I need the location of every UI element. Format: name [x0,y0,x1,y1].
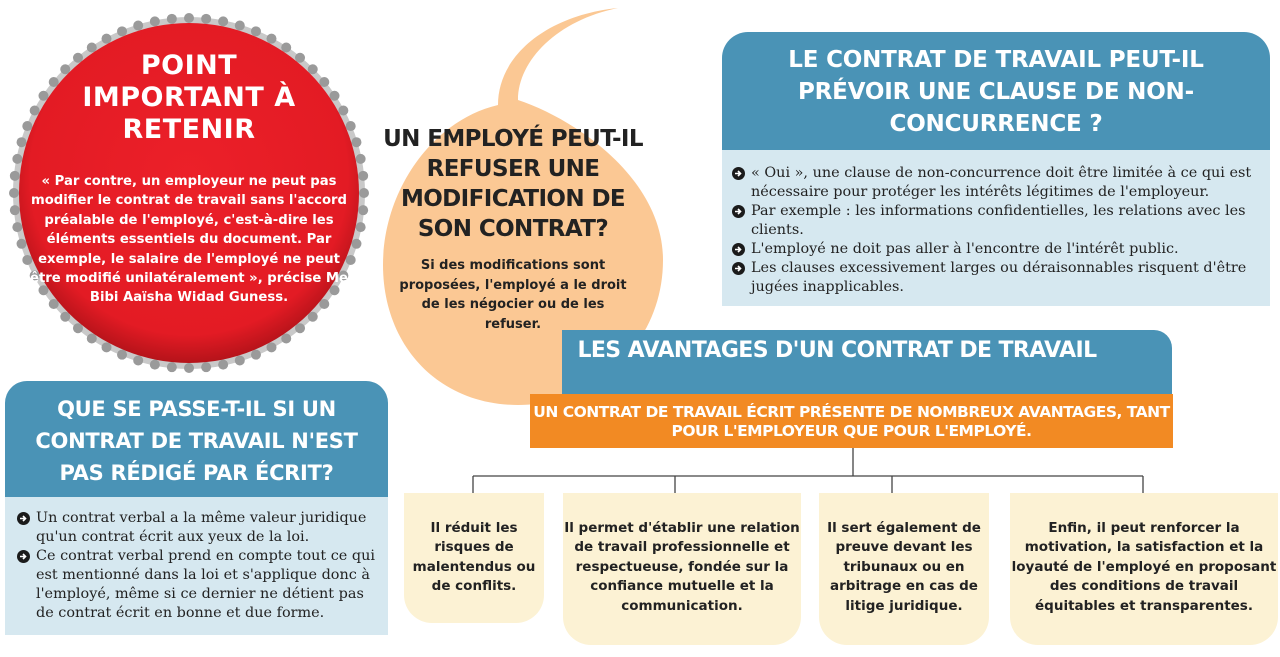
avantages-subtitle: UN CONTRAT DE TRAVAIL ÉCRIT PRÉSENTE DE NOMBREUX AVANTAGES, TANT POUR L'EMPLOYEUR QUE POUR L'EMPLOYÉ. [530,394,1173,448]
bullet-text: L'employé ne doit pas aller à l'encontre de l'intérêt public. [751,241,1179,257]
avantage-text: Il sert également de preuve devant les tribunaux ou en arbitrage en cas de litige juridique. [827,520,981,614]
avantage-text: Il réduit les risques de malentendus ou de conflits. [412,520,536,595]
non-concurrence-title: LE CONTRAT DE TRAVAIL PEUT-IL PRÉVOIR UNE CLAUSE DE NON-CONCURRENCE ? [722,32,1270,150]
bubble-title: UN EMPLOYÉ PEUT-IL REFUSER UNE MODIFICATION DE SON CONTRAT? [383,126,643,242]
bullet-text: Un contrat verbal a la même valeur juridique qu'un contrat écrit aux yeux de la loi. [36,510,367,545]
avantage-text: Il permet d'établir une relation de travail professionnelle et respectueuse, fondée sur la confiance mutuelle et la communication. [564,520,800,614]
seal-quote: « Par contre, un employeur ne peut pas modifier le contrat de travail sans l'accord préalable de l'employé, c'est-à-dire les éléments essentiels du document. Par exemple, le salaire de l'employé ne peut être modifié unilatéralement », précise Me Bibi Aaïsha Widad Guness. [30,174,348,306]
avantage-text: Enfin, il peut renforcer la motivation, la satisfaction et la loyauté de l'employé en proposant des conditions de travail équitables et transparentes. [1011,520,1277,614]
avantage-box-1 [404,493,544,623]
bullet-text: Les clauses excessivement larges ou déraisonnables risquent d'être jugées inapplicables. [751,260,1247,295]
bubble-text: Si des modifications sont proposées, l'employé a le droit de les négocier ou de les refuser. [399,258,627,332]
avantage-box-2 [563,493,801,645]
avantage-box-4 [1010,493,1278,645]
bullet-text: Ce contrat verbal prend en compte tout ce qui est mentionné dans la loi et s'applique donc à l'employé, même si ce dernier ne détient pas de contrat écrit en bonne et due forme. [36,548,375,621]
seal-title: POINT IMPORTANT À RETENIR [82,50,296,145]
bullet-text: Par exemple : les informations confidentielles, les relations avec les clients. [751,203,1246,238]
avantages-title: LES AVANTAGES D'UN CONTRAT DE TRAVAIL [562,330,1172,396]
avantage-box-3 [819,493,989,645]
contrat-verbal-title: QUE SE PASSE-T-IL SI UN CONTRAT DE TRAVAIL N'EST PAS RÉDIGÉ PAR ÉCRIT? [5,381,388,497]
bullet-text: « Oui », une clause de non-concurrence doit être limitée à ce qui est nécessaire pour protéger les intérêts légitimes de l'employeur. [751,165,1252,200]
